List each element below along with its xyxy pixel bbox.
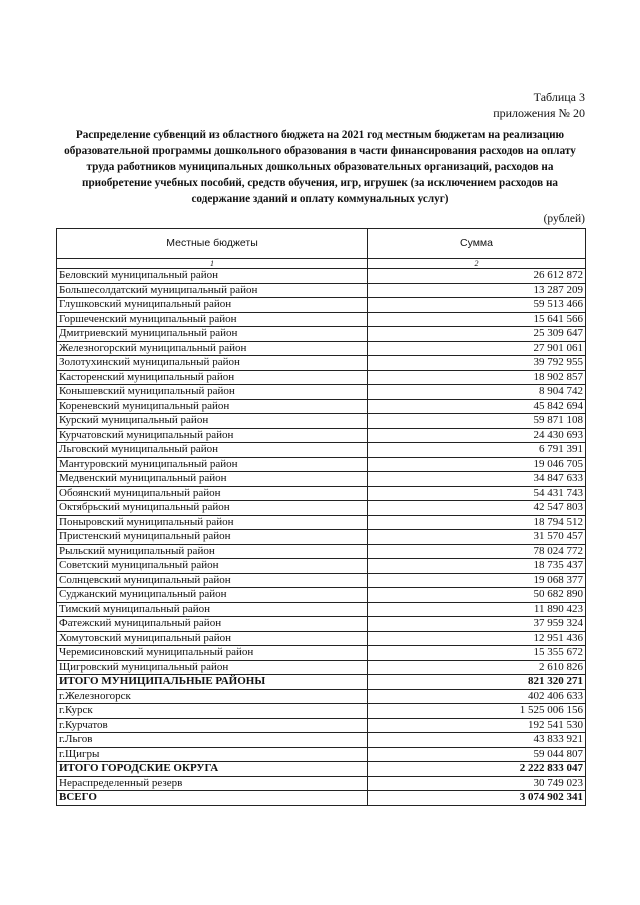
table-row [57, 414, 586, 429]
budget-name: Нераспределенный резерв [57, 776, 368, 791]
budget-sum: 24 430 693 [368, 428, 586, 443]
budget-name: Льговский муниципальный район [57, 443, 368, 458]
budget-sum: 54 431 743 [368, 486, 586, 501]
table-number: Таблица 3 [533, 90, 585, 104]
budget-sum: 30 749 023 [368, 776, 586, 791]
unit-label: (рублей) [543, 213, 585, 225]
budget-name: Касторенский муниципальный район [57, 370, 368, 385]
table-row [57, 559, 586, 574]
column-header-sum: Сумма [368, 229, 586, 259]
budget-sum: 402 406 633 [368, 689, 586, 704]
budget-sum: 6 791 391 [368, 443, 586, 458]
budget-name: Пристенский муниципальный район [57, 530, 368, 545]
budget-name: Конышевский муниципальный район [57, 385, 368, 400]
budget-name: г.Курчатов [57, 718, 368, 733]
budget-name: г.Льгов [57, 733, 368, 748]
budget-sum: 59 871 108 [368, 414, 586, 429]
document-title: Распределение субвенций из областного бюджета на 2021 год местным бюджетам на реализацию образовательной программы дошкольного образования в части финансирования расходов на оплату труда работников муниципальных дошкольных образовательных организаций, расходов на приобретение учебных пособий, средств обучения, игр, игрушек (за исключением расходов на содержание зданий и оплату коммунальных услуг) [64, 129, 576, 205]
budget-sum: 26 612 872 [368, 269, 586, 284]
table-row [57, 428, 586, 443]
table-row [57, 443, 586, 458]
table-row [57, 747, 586, 762]
table-row [57, 602, 586, 617]
budget-sum: 19 068 377 [368, 573, 586, 588]
budget-sum: 31 570 457 [368, 530, 586, 545]
budget-sum: 78 024 772 [368, 544, 586, 559]
table-row [57, 486, 586, 501]
budget-sum: 2 610 826 [368, 660, 586, 675]
budget-sum: 45 842 694 [368, 399, 586, 414]
budget-sum: 18 902 857 [368, 370, 586, 385]
budget-sum: 821 320 271 [368, 675, 586, 690]
budget-sum: 3 074 902 341 [368, 791, 586, 806]
budget-sum: 13 287 209 [368, 283, 586, 298]
table-row [57, 776, 586, 791]
budget-name: Хомутовский муниципальный район [57, 631, 368, 646]
table-row [57, 515, 586, 530]
budget-name: Горшеченский муниципальный район [57, 312, 368, 327]
budget-name: Глушковский муниципальный район [57, 298, 368, 313]
budget-name: ИТОГО МУНИЦИПАЛЬНЫЕ РАЙОНЫ [57, 675, 368, 690]
table-row [57, 457, 586, 472]
table-row [57, 689, 586, 704]
budget-name: Большесолдатский муниципальный район [57, 283, 368, 298]
table-row [57, 733, 586, 748]
column-header-budgets: Местные бюджеты [57, 229, 368, 259]
budget-name: г.Курск [57, 704, 368, 719]
table-row [57, 631, 586, 646]
table-row [57, 660, 586, 675]
table-row [57, 472, 586, 487]
budget-sum: 18 794 512 [368, 515, 586, 530]
budget-name: Кореневский муниципальный район [57, 399, 368, 414]
table-total-row [57, 675, 586, 690]
table-row [57, 356, 586, 371]
table-row [57, 588, 586, 603]
table-row [57, 573, 586, 588]
table-row [57, 704, 586, 719]
budget-name: Курский муниципальный район [57, 414, 368, 429]
budget-name: Суджанский муниципальный район [57, 588, 368, 603]
budget-name: Тимский муниципальный район [57, 602, 368, 617]
budget-name: г.Щигры [57, 747, 368, 762]
budget-name: ВСЕГО [57, 791, 368, 806]
budget-sum: 27 901 061 [368, 341, 586, 356]
table-row [57, 370, 586, 385]
table-row [57, 269, 586, 284]
budget-name: Мантуровский муниципальный район [57, 457, 368, 472]
budget-name: Щигровский муниципальный район [57, 660, 368, 675]
table-row [57, 341, 586, 356]
budget-sum: 39 792 955 [368, 356, 586, 371]
budget-name: Курчатовский муниципальный район [57, 428, 368, 443]
budget-sum: 59 044 807 [368, 747, 586, 762]
budget-name: Октябрьский муниципальный район [57, 501, 368, 516]
table-row [57, 718, 586, 733]
budget-sum: 8 904 742 [368, 385, 586, 400]
budget-sum: 34 847 633 [368, 472, 586, 487]
budget-name: г.Железногорск [57, 689, 368, 704]
budget-sum: 12 951 436 [368, 631, 586, 646]
table-total-row [57, 762, 586, 777]
budget-sum: 19 046 705 [368, 457, 586, 472]
subsidy-table [56, 228, 586, 806]
budget-name: Беловский муниципальный район [57, 269, 368, 284]
table-row [57, 501, 586, 516]
budget-name: Дмитриевский муниципальный район [57, 327, 368, 342]
budget-sum: 43 833 921 [368, 733, 586, 748]
budget-sum: 1 525 006 156 [368, 704, 586, 719]
table-row [57, 544, 586, 559]
appendix-number: приложения № 20 [493, 106, 585, 120]
table-header-row [57, 229, 586, 259]
budget-name: Железногорский муниципальный район [57, 341, 368, 356]
budget-sum: 192 541 530 [368, 718, 586, 733]
budget-sum: 15 641 566 [368, 312, 586, 327]
budget-name: Фатежский муниципальный район [57, 617, 368, 632]
budget-sum: 25 309 647 [368, 327, 586, 342]
budget-name: Обоянский муниципальный район [57, 486, 368, 501]
budget-sum: 59 513 466 [368, 298, 586, 313]
table-row [57, 327, 586, 342]
column-index-row [57, 259, 586, 269]
table-row [57, 646, 586, 661]
budget-sum: 18 735 437 [368, 559, 586, 574]
column-index-2: 2 [368, 259, 586, 269]
table-row [57, 385, 586, 400]
budget-sum: 2 222 833 047 [368, 762, 586, 777]
budget-name: Поныровский муниципальный район [57, 515, 368, 530]
table-total-row [57, 791, 586, 806]
budget-sum: 37 959 324 [368, 617, 586, 632]
table-row [57, 399, 586, 414]
budget-name: Черемисиновский муниципальный район [57, 646, 368, 661]
table-row [57, 283, 586, 298]
table-row [57, 617, 586, 632]
budget-name: Советский муниципальный район [57, 559, 368, 574]
budget-sum: 50 682 890 [368, 588, 586, 603]
table-row [57, 312, 586, 327]
budget-sum: 11 890 423 [368, 602, 586, 617]
column-index-1: 1 [57, 259, 368, 269]
budget-name: ИТОГО ГОРОДСКИЕ ОКРУГА [57, 762, 368, 777]
budget-name: Золотухинский муниципальный район [57, 356, 368, 371]
budget-sum: 42 547 803 [368, 501, 586, 516]
table-row [57, 530, 586, 545]
budget-name: Медвенский муниципальный район [57, 472, 368, 487]
budget-name: Солнцевский муниципальный район [57, 573, 368, 588]
table-row [57, 298, 586, 313]
budget-sum: 15 355 672 [368, 646, 586, 661]
budget-name: Рыльский муниципальный район [57, 544, 368, 559]
